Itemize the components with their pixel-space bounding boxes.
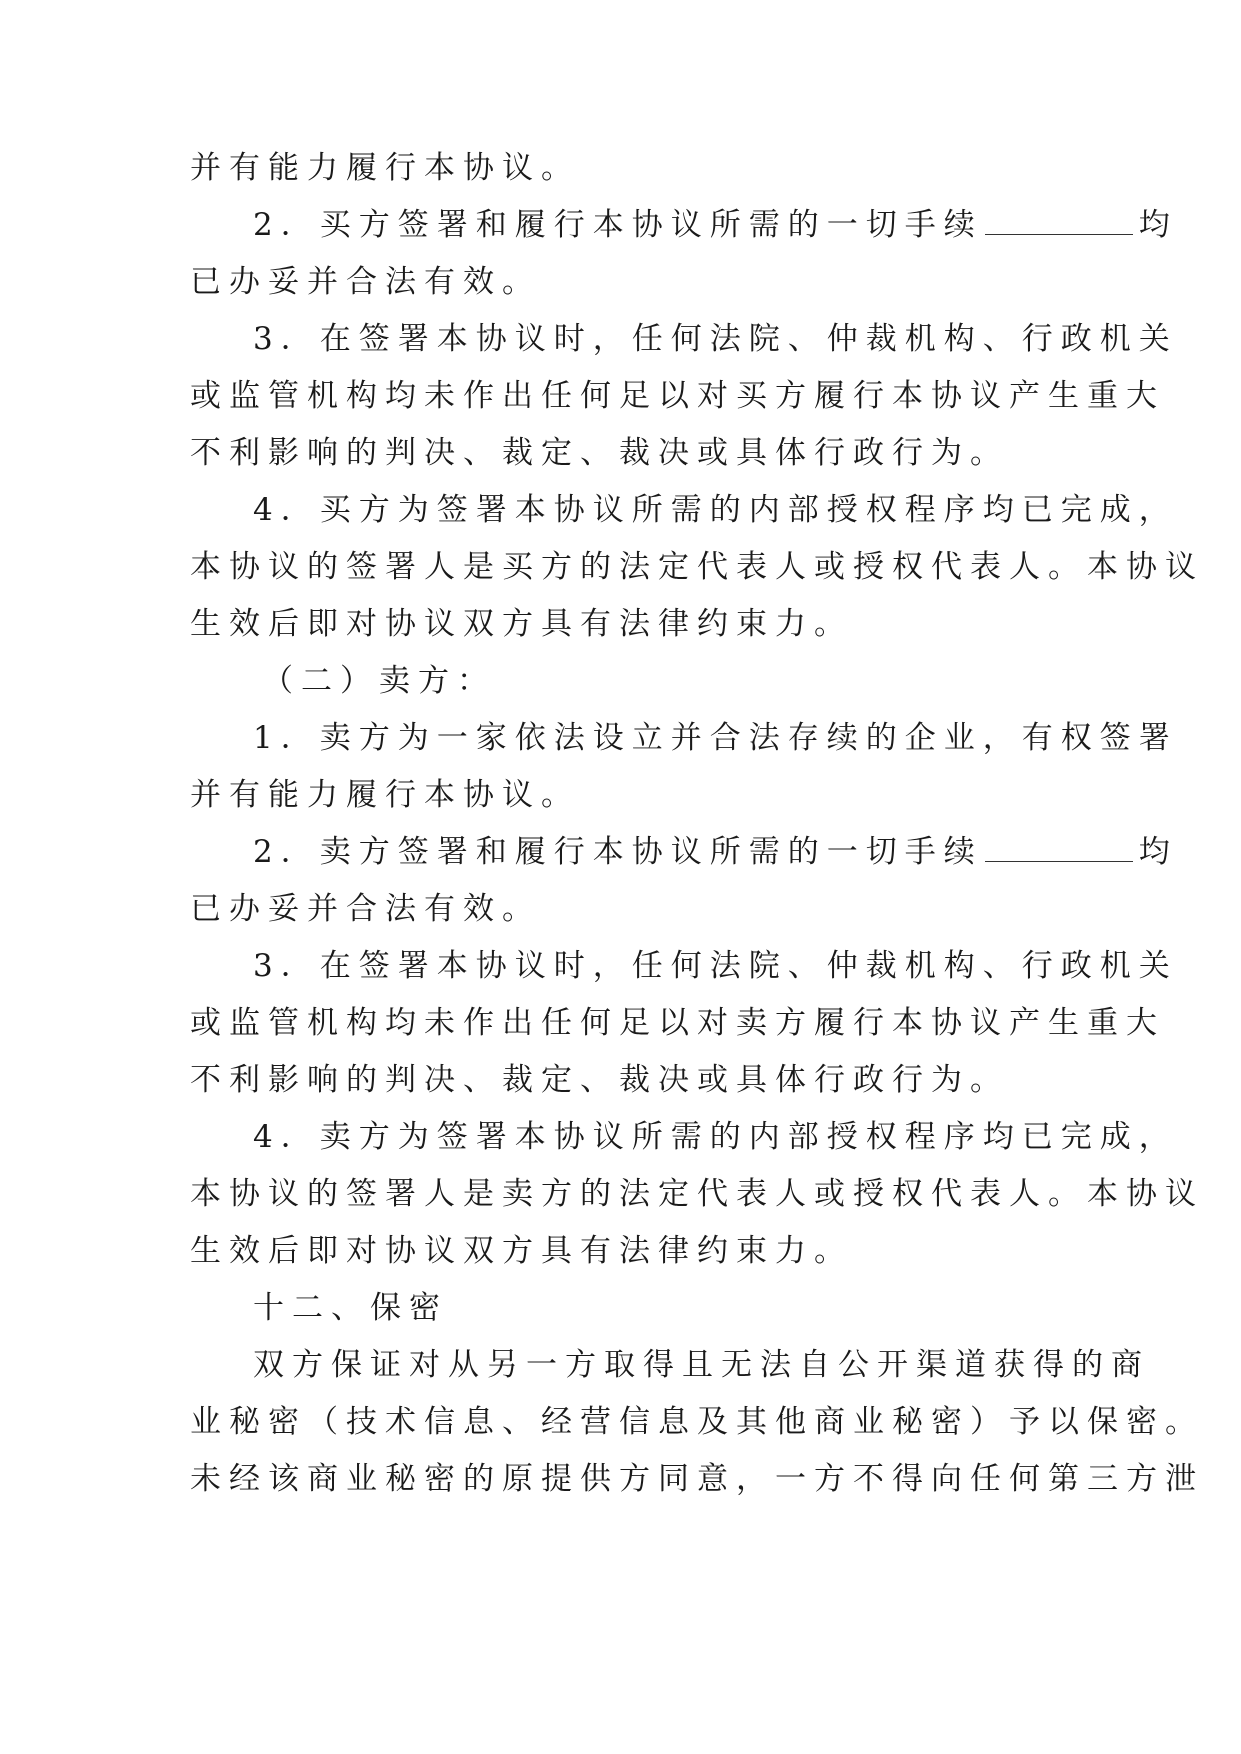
text-line: 3．在签署本协议时，任何法院、仲裁机构、行政机关 xyxy=(253,321,1178,357)
text-line: 本协议的签署人是买方的法定代表人或授权代表人。本协议 xyxy=(190,549,1204,585)
text-line: 未经该商业秘密的原提供方同意，一方不得向任何第三方泄 xyxy=(190,1461,1204,1497)
text-line: 4．买方为签署本协议所需的内部授权程序均已完成， xyxy=(253,492,1178,528)
fill-in-blank xyxy=(985,835,1133,862)
section-heading: 十二、保密 xyxy=(253,1290,448,1326)
text-line: 生效后即对协议双方具有法律约束力。 xyxy=(190,606,853,642)
text-segment: 均 xyxy=(1138,207,1178,243)
text-line: 不利影响的判决、裁定、裁决或具体行政行为。 xyxy=(190,435,1009,471)
text-segment: 2．买方签署和履行本协议所需的一切手续 xyxy=(253,207,983,243)
text-line: 或监管机构均未作出任何足以对买方履行本协议产生重大 xyxy=(190,378,1165,414)
text-line-with-blank xyxy=(253,205,1178,245)
text-line: 3．在签署本协议时，任何法院、仲裁机构、行政机关 xyxy=(253,948,1178,984)
text-line: 并有能力履行本协议。 xyxy=(190,150,580,186)
text-line: 1．卖方为一家依法设立并合法存续的企业，有权签署 xyxy=(253,720,1178,756)
text-line: 本协议的签署人是卖方的法定代表人或授权代表人。本协议 xyxy=(190,1176,1204,1212)
text-line: 并有能力履行本协议。 xyxy=(190,777,580,813)
text-line: 或监管机构均未作出任何足以对卖方履行本协议产生重大 xyxy=(190,1005,1165,1041)
text-line-with-blank xyxy=(253,832,1178,872)
text-line: 不利影响的判决、裁定、裁决或具体行政行为。 xyxy=(190,1062,1009,1098)
fill-in-blank xyxy=(985,208,1133,235)
text-line: 双方保证对从另一方取得且无法自公开渠道获得的商 xyxy=(253,1347,1150,1383)
text-segment: 2．卖方签署和履行本协议所需的一切手续 xyxy=(253,834,983,870)
text-line: 4．卖方为签署本协议所需的内部授权程序均已完成， xyxy=(253,1119,1178,1155)
text-segment: 均 xyxy=(1138,834,1178,870)
text-line: 业秘密（技术信息、经营信息及其他商业秘密）予以保密。 xyxy=(190,1404,1204,1440)
section-heading: （二）卖方： xyxy=(262,663,496,699)
text-line: 已办妥并合法有效。 xyxy=(190,891,541,927)
text-line: 已办妥并合法有效。 xyxy=(190,264,541,300)
text-line: 生效后即对协议双方具有法律约束力。 xyxy=(190,1233,853,1269)
